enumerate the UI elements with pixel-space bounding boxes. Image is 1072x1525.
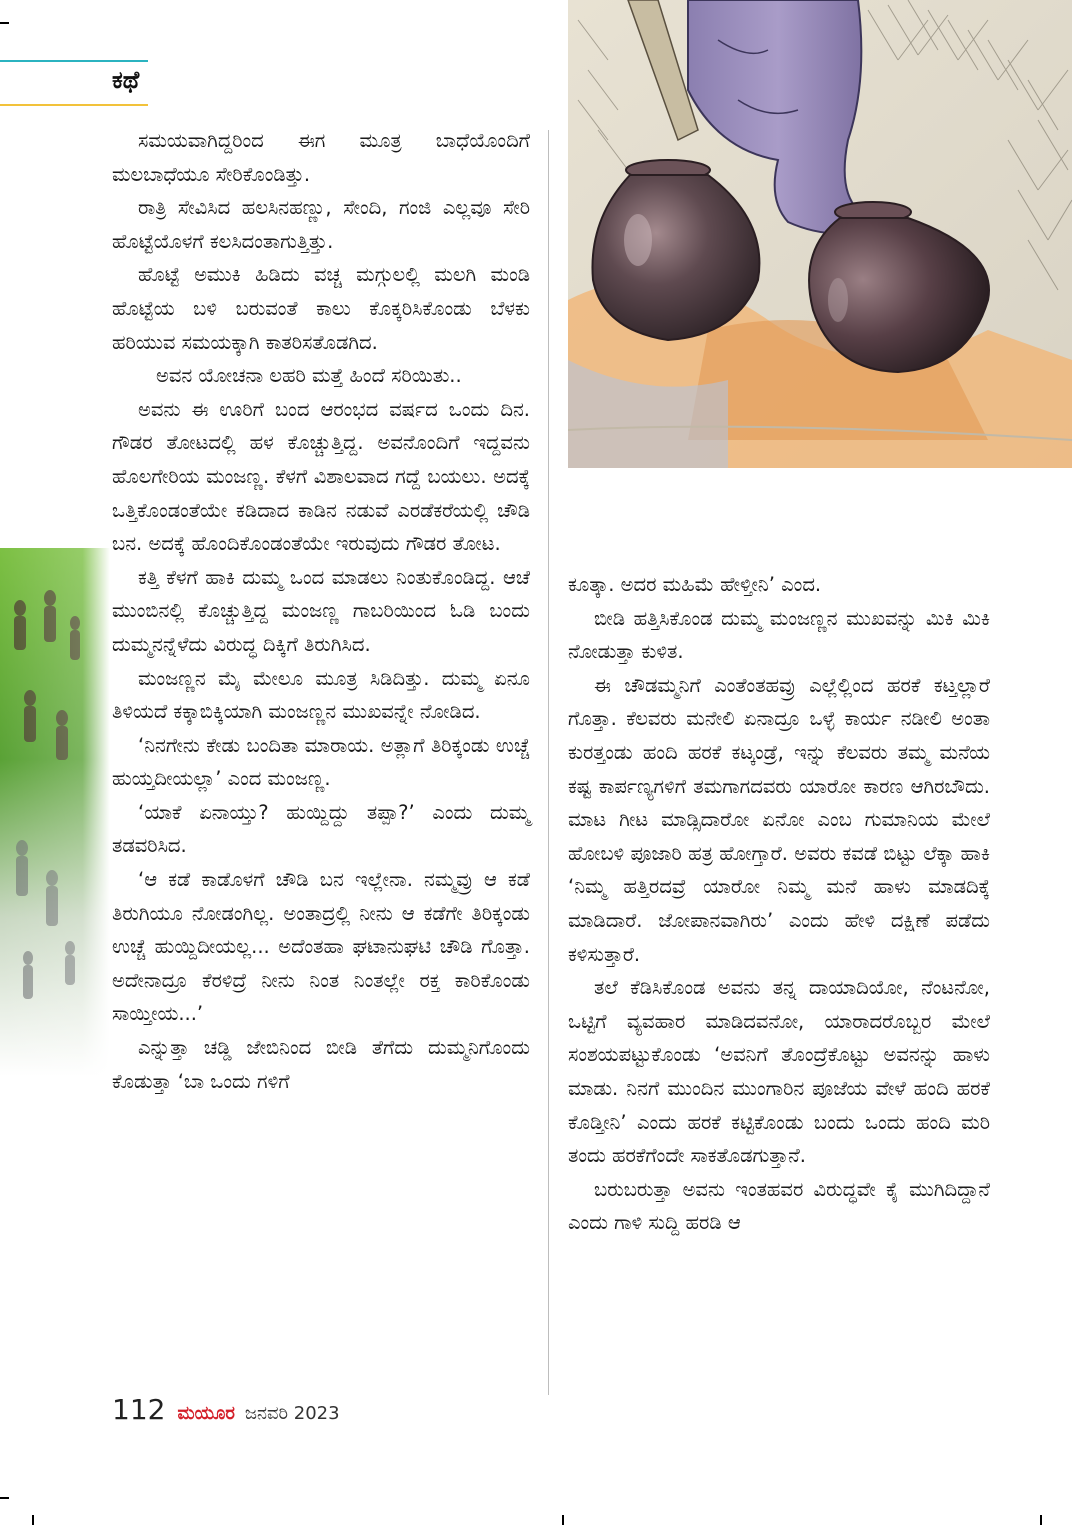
- paragraph: ‘ನಿನಗೇನು ಕೇಡು ಬಂದಿತಾ ಮಾರಾಯ. ಅತ್ಲಾಗೆ ತಿರಿಕ್ಕಂಡು ಉಚ್ಚೆ ಹುಯ್ತದೀಯಲ್ಲಾ’ ಎಂದ ಮಂಜಣ್ಣ.: [112, 733, 530, 791]
- story-illustration: [568, 0, 1072, 468]
- page-footer: [112, 1393, 340, 1427]
- paragraph: ಅವನ ಯೋಚನಾ ಲಹರಿ ಮತ್ತೆ ಹಿಂದೆ ಸರಿಯಿತು..: [156, 364, 462, 388]
- side-art-strip: [0, 548, 110, 1076]
- crop-mark: [1040, 1515, 1042, 1525]
- crop-mark: [0, 1497, 9, 1499]
- crop-mark: [0, 22, 9, 24]
- paragraph: ರಾತ್ರಿ ಸೇವಿಸಿದ ಹಲಸಿನಹಣ್ಣು, ಸೇಂದಿ, ಗಂಜಿ ಎಲ್ಲವೂ ಸೇರಿ ಹೊಟ್ಟೆಯೊಳಗೆ ಕಲಸಿದಂತಾಗುತ್ತಿತ್ತು.: [112, 196, 530, 253]
- page-number: 112: [112, 1393, 166, 1426]
- issue-date: ಜನವರಿ 2023: [244, 1403, 340, 1424]
- section-rule-top: [0, 60, 148, 62]
- paragraph: ಸಮಯವಾಗಿದ್ದರಿಂದ ಈಗ ಮೂತ್ರ ಬಾಧೆಯೊಂದಿಗೆ ಮಲಬಾಧೆಯೂ ಸೇರಿಕೊಂಡಿತ್ತು.: [112, 129, 530, 186]
- paragraph: ಹೊಟ್ಟೆ ಅಮುಕಿ ಹಿಡಿದು ವಚ್ಚ ಮಗ್ಗುಲಲ್ಲಿ ಮಲಗಿ ಮಂಡಿ ಹೊಟ್ಟೆಯ ಬಳಿ ಬರುವಂತೆ ಕಾಲು ಕೊಕ್ಕರಿಸಿಕೊಂಡು ಬೆಳಕು ಹರಿಯುವ ಸಮಯಕ್ಕಾಗಿ ಕಾತರಿಸತೊಡಗಿದ.: [112, 263, 530, 354]
- paragraph: ಕತ್ತಿ ಕೆಳಗೆ ಹಾಕಿ ದುಮ್ಮ ಒಂದ ಮಾಡಲು ನಿಂತುಕೊಂಡಿದ್ದ. ಆಚೆ ಮುಂಬಿನಲ್ಲಿ ಕೊಚ್ಚುತ್ತಿದ್ದ ಮಂಜಣ್ಣ ಗಾಬರಿಯಿಂದ ಓಡಿ ಬಂದು ದುಮ್ಮನನ್ನೆಳೆದು ವಿರುದ್ಧ ದಿಕ್ಕಿಗೆ ತಿರುಗಿಸಿದ.: [112, 565, 530, 656]
- paragraph: ‘ಯಾಕೆ ಏನಾಯ್ತು? ಹುಯ್ದಿದ್ದು ತಪ್ಪಾ?’ ಎಂದು ದುಮ್ಮ ತಡವರಿಸಿದ.: [112, 800, 530, 858]
- right-text-column: [568, 568, 990, 1240]
- paragraph: ಎನ್ನುತ್ತಾ ಚಡ್ಡಿ ಜೇಬಿನಿಂದ ಬೀಡಿ ತೆಗೆದು ದುಮ್ಮನಿಗೊಂದು ಕೊಡುತ್ತಾ ‘ಬಾ ಒಂದು ಗಳಿಗೆ: [112, 1036, 530, 1093]
- section-rule-bottom: [0, 104, 148, 106]
- magazine-logo: ಮಯೂರ: [177, 1403, 235, 1424]
- paragraph: ತಲೆ ಕೆಡಿಸಿಕೊಂಡ ಅವನು ತನ್ನ ದಾಯಾದಿಯೋ, ನೆಂಟನೋ, ಒಟ್ಟಿಗೆ ವ್ಯವಹಾರ ಮಾಡಿದವನೋ, ಯಾರಾದರೊಬ್ಬರ ಮೇಲೆ ಸಂಶಯಪಟ್ಟುಕೊಂಡು ‘ಅವನಿಗೆ ತೊಂದ್ರೆಕೊಟ್ಟು ಅವನನ್ನು ಹಾಳು ಮಾಡು. ನಿನಗೆ ಮುಂದಿನ ಮುಂಗಾರಿನ ಪೂಜೆಯ ವೇಳೆ ಹಂದಿ ಹರಕೆ ಕೊಡ್ತೀನಿ’ ಎಂದು ಹರಕೆ ಕಟ್ಟಿಕೊಂಡು ಬಂದು ಒಂದು ಹಂದಿ ಮರಿ ತಂದು ಹರಕೆಗೆಂದೇ ಸಾಕತೊಡಗುತ್ತಾನೆ.: [568, 976, 990, 1168]
- paragraph: ಈ ಚೌಡಮ್ಮನಿಗೆ ಎಂತೆಂತಹವ್ರು ಎಲ್ಲೆಲ್ಲಿಂದ ಹರಕೆ ಕಟ್ತಲ್ಲಾರೆ ಗೊತ್ತಾ. ಕೆಲವರು ಮನೇಲಿ ಏನಾದ್ರೂ ಒಳ್ಳೆ ಕಾರ್ಯ ನಡೀಲಿ ಅಂತಾ ಕುರತ್ತಂಡು ಹಂದಿ ಹರಕೆ ಕಟ್ಕಂಡ್ರೆ, ಇನ್ನು ಕೆಲವರು ತಮ್ಮ ಮನೆಯ ಕಷ್ಟ ಕಾರ್ಪಣ್ಯಗಳಿಗೆ ತಮಗಾಗದವರು ಯಾರೋ ಕಾರಣ ಆಗಿರಬೌದು. ಮಾಟ ಗೀಟ ಮಾಡ್ಸಿದಾರೋ ಏನೋ ಎಂಬ ಗುಮಾನಿಯ ಮೇಲೆ ಹೋಬಳಿ ಪೂಜಾರಿ ಹತ್ರ ಹೋಗ್ತಾರೆ. ಅವರು ಕವಡೆ ಬಿಟ್ಟು ಲೆಕ್ಕಾ ಹಾಕಿ ‘ನಿಮ್ಮ ಹತ್ತಿರದವ್ರೆ ಯಾರೋ ನಿಮ್ಮ ಮನೆ ಹಾಳು ಮಾಡದಿಕ್ಕೆ ಮಾಡಿದಾರೆ. ಜೋಪಾನವಾಗಿರು’ ಎಂದು ಹೇಳಿ ದಕ್ಷಿಣೆ ಪಡೆದು ಕಳಿಸುತ್ತಾರೆ.: [568, 673, 990, 966]
- crop-mark: [32, 1515, 34, 1525]
- paragraph: ಬೀಡಿ ಹತ್ತಿಸಿಕೊಂಡ ದುಮ್ಮ ಮಂಜಣ್ಣನ ಮುಖವನ್ನು ಮಿಕಿ ಮಿಕಿ ನೋಡುತ್ತಾ ಕುಳಿತ.: [568, 606, 990, 664]
- paragraph: ಮಂಜಣ್ಣನ ಮೈ ಮೇಲೂ ಮೂತ್ರ ಸಿಡಿದಿತ್ತು. ದುಮ್ಮ ಏನೂ ತಿಳಿಯದೆ ಕಕ್ಕಾಬಿಕ್ಕಿಯಾಗಿ ಮಂಜಣ್ಣನ ಮುಖವನ್ನೇ ನೋಡಿದ.: [112, 666, 530, 724]
- left-text-column: [112, 124, 530, 1098]
- column-divider: [548, 130, 549, 1395]
- paragraph: ಬರುಬರುತ್ತಾ ಅವನು ಇಂತಹವರ ವಿರುದ್ಧವೇ ಕೈ ಮುಗಿದಿದ್ದಾನೆ ಎಂದು ಗಾಳಿ ಸುದ್ದಿ ಹರಡಿ ಆ: [568, 1177, 990, 1235]
- crop-mark: [562, 1515, 564, 1525]
- section-label: ಕಥೆ: [112, 66, 140, 94]
- paragraph: ‘ಆ ಕಡೆ ಕಾಡೊಳಗೆ ಚೌಡಿ ಬನ ಇಲ್ಲೇನಾ. ನಮ್ಮವ್ರು ಆ ಕಡೆ ತಿರುಗಿಯೂ ನೋಡಂಗಿಲ್ಲ. ಅಂತಾದ್ರಲ್ಲಿ ನೀನು ಆ ಕಡೆಗೇ ತಿರಿಕ್ಕಂಡು ಉಚ್ಚೆ ಹುಯ್ದಿದೀಯಲ್ಲ... ಅದೆಂತಹಾ ಘಟಾನುಘಟಿ ಚೌಡಿ ಗೊತ್ತಾ. ಅದೇನಾದ್ರೂ ಕೆರಳಿದ್ರೆ ನೀನು ನಿಂತ ನಿಂತಲ್ಲೇ ರಕ್ತ ಕಾರಿಕೊಂಡು ಸಾಯ್ತೀಯ...’: [112, 868, 530, 1026]
- paragraph: ಕೂತ್ಕಾ. ಅದರ ಮಹಿಮೆ ಹೇಳ್ತೀನಿ’ ಎಂದ.: [568, 573, 822, 596]
- paragraph: ಅವನು ಈ ಊರಿಗೆ ಬಂದ ಆರಂಭದ ವರ್ಷದ ಒಂದು ದಿನ. ಗೌಡರ ತೋಟದಲ್ಲಿ ಹಳ ಕೊಚ್ಚುತ್ತಿದ್ದ. ಅವನೊಂದಿಗೆ ಇದ್ದವನು ಹೊಲಗೇರಿಯ ಮಂಜಣ್ಣ. ಕೆಳಗೆ ವಿಶಾಲವಾದ ಗದ್ದೆ ಬಯಲು. ಅದಕ್ಕೆ ಒತ್ತಿಕೊಂಡಂತೆಯೇ ಕಡಿದಾದ ಕಾಡಿನ ನಡುವೆ ಎರಡೆಕರೆಯಲ್ಲಿ ಚೌಡಿ ಬನ. ಅದಕ್ಕೆ ಹೊಂದಿಕೊಂಡಂತೆಯೇ ಇರುವುದು ಗೌಡರ ತೋಟ.: [112, 397, 530, 556]
